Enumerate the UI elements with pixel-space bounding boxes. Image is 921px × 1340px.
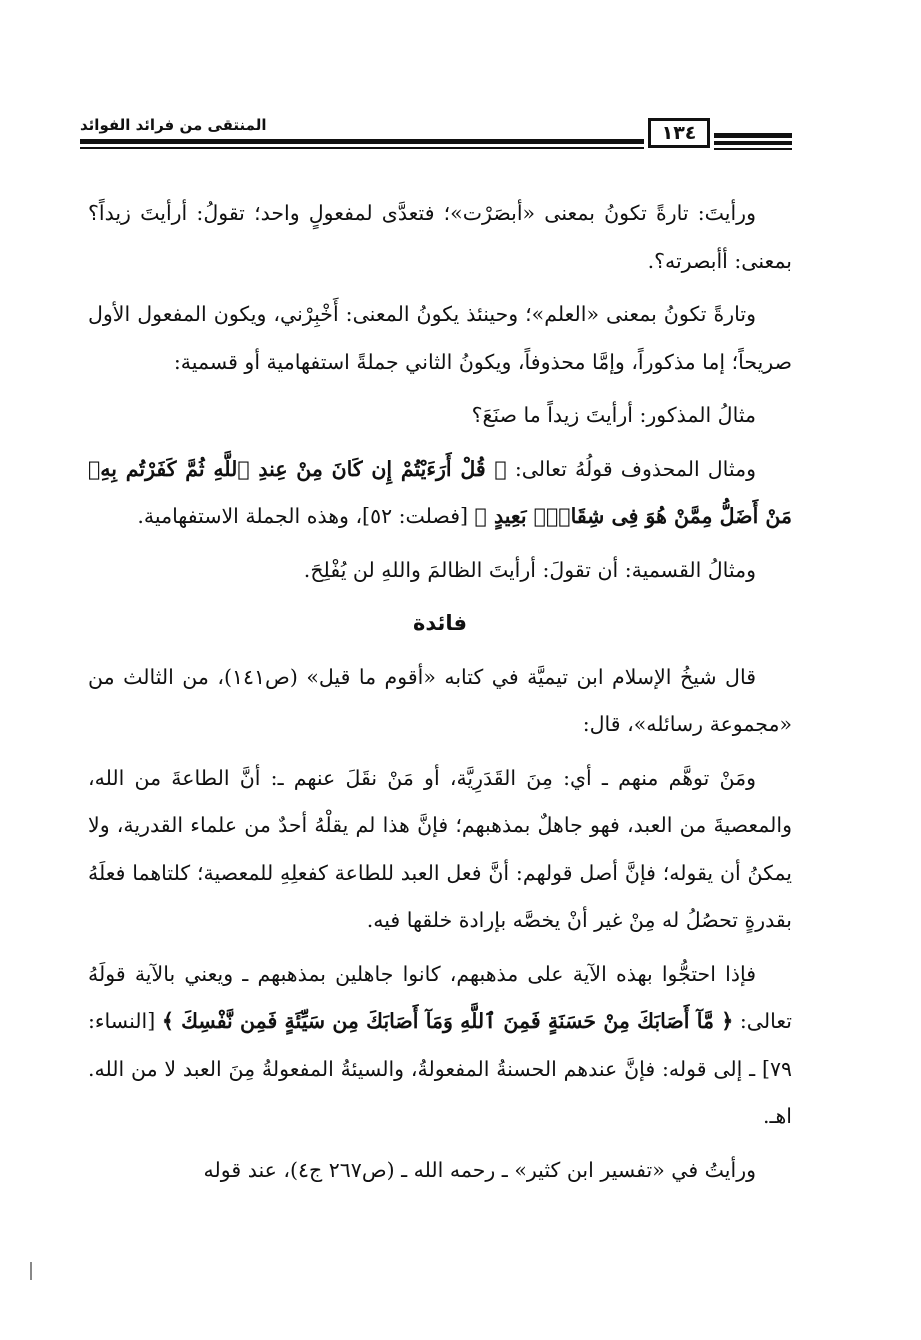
quran-verse: ﴿ قُلْ أَرَءَيْتُمْ إِن كَانَ مِنْ عِندِ ٱللَّهِ ثُمَّ كَفَرْتُم بِهِۦ مَنْ أَضَلُّ مِمَّنْ هُوَ فِى شِقَاقٍۭ بَعِيدٍ ﴾ — [88, 456, 792, 528]
paragraph: ورأيتُ في «تفسير ابن كثير» ـ رحمه الله ـ (ص٢٦٧ ج٤)، عند قوله — [203, 1157, 756, 1182]
header-rule-left-thick — [80, 139, 644, 144]
margin-mark — [30, 1262, 32, 1280]
header-rule-right-mid — [714, 141, 792, 145]
header-rule-left-thin — [80, 147, 644, 149]
paragraph: قال شيخُ الإسلام ابن تيميَّة في كتابه «أقوم ما قيل» (ص١٤١)، من الثالث من «مجموعة رسائله»، قال: — [88, 664, 792, 736]
quran-verse: ﴿ مَّآ أَصَابَكَ مِنْ حَسَنَةٍ فَمِنَ ٱللَّهِ وَمَآ أَصَابَكَ مِن سَيِّئَةٍ فَمِن نَّفْسِكَ ﴾ — [161, 1009, 734, 1033]
text-span: ومثال المحذوف قولُهُ تعالى: — [514, 456, 756, 481]
running-header-title: المنتقى من فرائد الفوائد — [80, 116, 267, 134]
header-rule-right-thick — [714, 133, 792, 138]
section-heading: فائدة — [412, 611, 468, 635]
verse-reference: [فصلت: ٥٢]، وهذه الجملة الاستفهامية. — [137, 504, 469, 528]
paragraph: ورأيتَ: تارةً تكونُ بمعنى «أبصَرْت»؛ فتعدَّى لمفعولٍ واحد؛ تقولُ: أرأيتَ زيداً؟ بمعنى: أأبصرته؟. — [88, 201, 792, 273]
paragraph — [88, 951, 792, 1141]
page-number-box — [648, 118, 710, 148]
header-rule-right-thin — [714, 148, 792, 150]
paragraph: وتارةً تكونُ بمعنى «العلم»؛ وحينئذ يكونُ المعنى: أَخْبِرْني، ويكون المفعول الأول صريحاً؛ إما مذكوراً، وإمَّا محذوفاً، ويكونُ الثاني جملةً استفهامية أو قسمية: — [88, 302, 792, 374]
paragraph: مثالُ المذكور: أرأيتَ زيداً ما صنَعَ؟ — [471, 403, 756, 427]
paragraph — [88, 446, 792, 541]
paragraph: ومثالُ القسمية: أن تقولَ: أرأيتَ الظالمَ واللهِ لن يُفْلِحَ. — [303, 557, 756, 582]
page-body — [88, 190, 792, 1194]
page-number: ١٣٤ — [661, 122, 697, 144]
verse-reference: [النساء: ٧٩] ـ إلى قوله: فإنَّ عندهم الحسنةُ المفعولةُ، والسيئةُ المفعولةُ مِنَ العبد لا من الله. اهـ. — [88, 1009, 792, 1128]
paragraph: ومَنْ توهَّم منهم ـ أي: مِنَ القَدَرِيَّة، أو مَنْ نقَلَ عنهم ـ: أنَّ الطاعةَ من الله، والمعصيةَ من العبد، فهو جاهلٌ بمذهبهم؛ فإنَّ هذا لم يقلْهُ أحدٌ من علماء القدرية، ولا يمكنُ أن يقوله؛ فإنَّ أصل قولهم: أنَّ فعل العبد للطاعة كفعلِهِ للمعصية؛ كلتاهما فعلَهُ بقدرةٍ تحصُلُ له مِنْ غير أنْ يخصَّه بإرادة خلقها فيه. — [88, 765, 792, 932]
text-span: فإذا احتجُّوا بهذه الآية على مذهبهم، كانوا جاهلين بمذهبهم ـ ويعني بالآية قولَهُ تعالى: — [88, 961, 792, 1033]
